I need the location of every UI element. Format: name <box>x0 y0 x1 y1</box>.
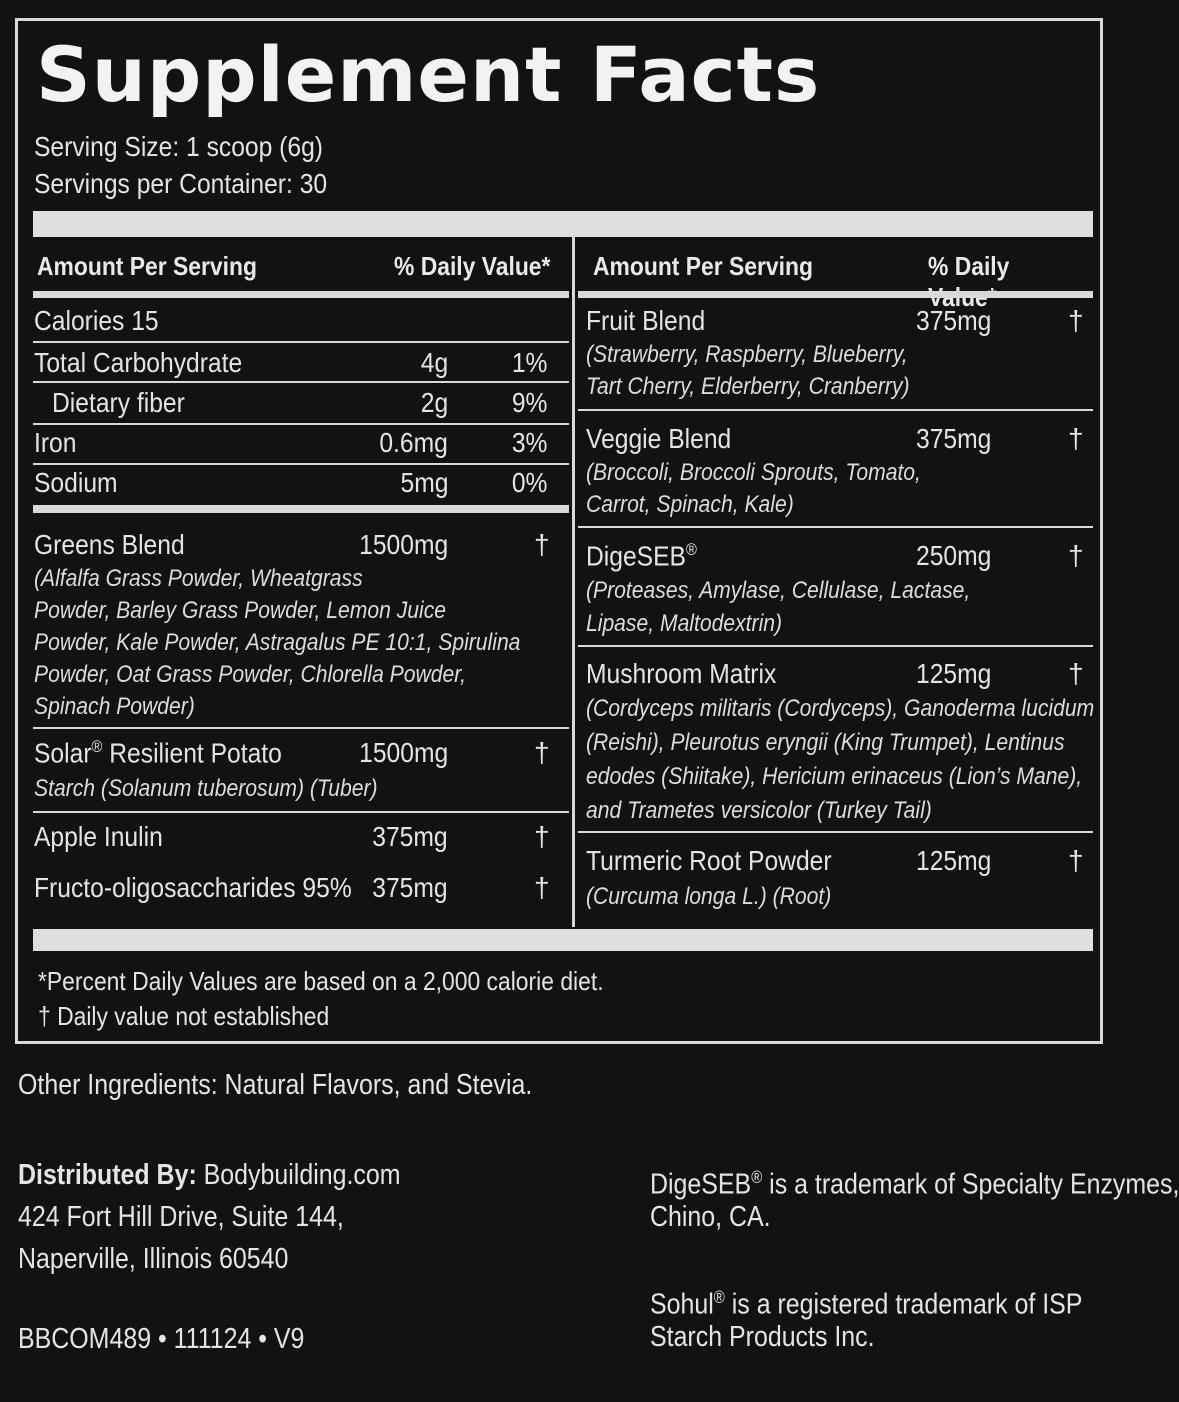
blend-detail: Lipase, Maltodextrin) <box>586 610 783 637</box>
blend-detail: Powder, Oat Grass Powder, Chlorella Powder, <box>34 661 466 688</box>
blend-amount: 375mg <box>916 423 992 454</box>
row-rule <box>33 727 569 729</box>
left-header-rule <box>33 291 569 298</box>
nutrient-dv: 1% <box>511 347 547 378</box>
nutrient-name: Iron <box>34 427 77 458</box>
digeseb-trademark-line-2: Chino, CA. <box>650 1201 771 1233</box>
blend-name: Mushroom Matrix <box>586 658 777 689</box>
blend-detail: (Reishi), Pleurotus eryngii (King Trumpet), Lentinus <box>586 729 1065 756</box>
title: Supplement Facts <box>36 30 821 119</box>
nutrient-amount: 0.6mg <box>379 427 448 458</box>
dagger: † <box>1068 540 1084 571</box>
sohul-trademark-line-2: Starch Products Inc. <box>650 1321 875 1353</box>
other-ingredients: Other Ingredients: Natural Flavors, and Stevia. <box>18 1069 533 1101</box>
blend-detail: Tart Cherry, Elderberry, Cranberry) <box>586 373 910 400</box>
blend-name: Turmeric Root Powder <box>586 845 832 876</box>
right-header-dv: % Daily <box>928 251 1010 281</box>
blend-detail: Powder, Kale Powder, Astragalus PE 10:1, Spirulina <box>34 629 521 656</box>
blend-detail: (Strawberry, Raspberry, Blueberry, <box>586 341 908 368</box>
right-header-rule <box>578 291 1093 298</box>
right-header-amount: Amount Per Serving <box>593 251 813 281</box>
nutrient-amount: 5mg <box>400 467 448 498</box>
left-header-dv: % Daily Value* <box>394 251 551 281</box>
distributor-address-1: 424 Fort Hill Drive, Suite 144, <box>18 1201 344 1233</box>
row-rule <box>578 526 1093 528</box>
nutrient-name: Total Carbohydrate <box>34 347 243 378</box>
dagger: † <box>534 872 550 903</box>
nutrient-name: Dietary fiber <box>52 387 185 418</box>
column-divider <box>572 237 575 927</box>
nutrient-dv: 0% <box>511 467 547 498</box>
nutrient-amount: 4g <box>420 347 448 378</box>
dagger: † <box>534 737 550 768</box>
blend-detail: (Alfalfa Grass Powder, Wheatgrass <box>34 565 363 592</box>
blend-name: Veggie Blend <box>586 423 732 454</box>
row-rule <box>33 341 569 343</box>
footnote-daily-values: *Percent Daily Values are based on a 2,000 calorie diet. <box>38 966 604 996</box>
row-rule <box>578 645 1093 647</box>
footnote-dagger: † Daily value not established <box>38 1001 330 1031</box>
row-rule <box>33 811 569 813</box>
blend-name: Fruit Blend <box>586 305 706 336</box>
dagger: † <box>1068 658 1084 689</box>
left-header-amount: Amount Per Serving <box>37 251 257 281</box>
bottom-divider-bar <box>33 929 1093 951</box>
dagger: † <box>1068 305 1084 336</box>
supplement-facts-panel <box>15 18 1103 1044</box>
dagger: † <box>1068 845 1084 876</box>
blend-amount: 125mg <box>916 658 992 689</box>
digeseb-trademark-line-1: DigeSEB® is a trademark of Specialty Enzymes, <box>650 1167 1179 1201</box>
product-code: BBCOM489 • 111124 • V9 <box>18 1323 305 1355</box>
thick-rule <box>33 505 569 513</box>
blend-detail: Powder, Barley Grass Powder, Lemon Juice <box>34 597 447 624</box>
serving-size: Serving Size: 1 scoop (6g) <box>34 131 323 162</box>
blend-amount: 375mg <box>372 872 448 903</box>
distributor-line: Distributed By: Bodybuilding.com <box>18 1159 401 1191</box>
nutrient-dv: 3% <box>511 427 547 458</box>
nutrient-name: Calories 15 <box>34 305 159 336</box>
blend-detail: Carrot, Spinach, Kale) <box>586 491 794 518</box>
row-rule <box>33 381 569 383</box>
row-rule <box>578 831 1093 833</box>
nutrient-amount: 2g <box>420 387 448 418</box>
dagger: † <box>534 821 550 852</box>
blend-detail: Spinach Powder) <box>34 693 195 720</box>
sohul-trademark-line-1: Sohul® is a registered trademark of ISP <box>650 1287 1083 1321</box>
nutrient-dv: 9% <box>511 387 547 418</box>
blend-detail: edodes (Shiitake), Hericium erinaceus (Lion’s Mane), <box>586 763 1083 790</box>
blend-name: Apple Inulin <box>34 821 163 852</box>
dagger: † <box>534 529 550 560</box>
blend-detail: (Curcuma longa L.) (Root) <box>586 883 832 910</box>
blend-name: Fructo-oligosaccharides 95% <box>34 872 352 903</box>
blend-detail: Starch (Solanum tuberosum) (Tuber) <box>34 775 378 802</box>
blend-amount: 1500mg <box>358 737 448 768</box>
blend-amount: 375mg <box>916 305 992 336</box>
blend-detail: (Cordyceps militaris (Cordyceps), Ganoderma lucidum <box>586 695 1095 722</box>
distributor-address-2: Naperville, Illinois 60540 <box>18 1243 289 1275</box>
blend-name: Greens Blend <box>34 529 185 560</box>
blend-amount: 1500mg <box>358 529 448 560</box>
row-rule <box>578 409 1093 411</box>
blend-detail: (Proteases, Amylase, Cellulase, Lactase, <box>586 577 971 604</box>
blend-name: DigeSEB® <box>586 540 697 572</box>
blend-name: Solar® Resilient Potato <box>34 737 282 769</box>
servings-per-container: Servings per Container: 30 <box>34 168 328 199</box>
row-rule <box>33 463 569 465</box>
top-divider-bar <box>33 211 1093 237</box>
dagger: † <box>1068 423 1084 454</box>
row-rule <box>33 423 569 425</box>
nutrient-name: Sodium <box>34 467 118 498</box>
blend-detail: and Trametes versicolor (Turkey Tail) <box>586 797 932 824</box>
blend-amount: 125mg <box>916 845 992 876</box>
blend-amount: 375mg <box>372 821 448 852</box>
blend-amount: 250mg <box>916 540 992 571</box>
blend-detail: (Broccoli, Broccoli Sprouts, Tomato, <box>586 459 921 486</box>
